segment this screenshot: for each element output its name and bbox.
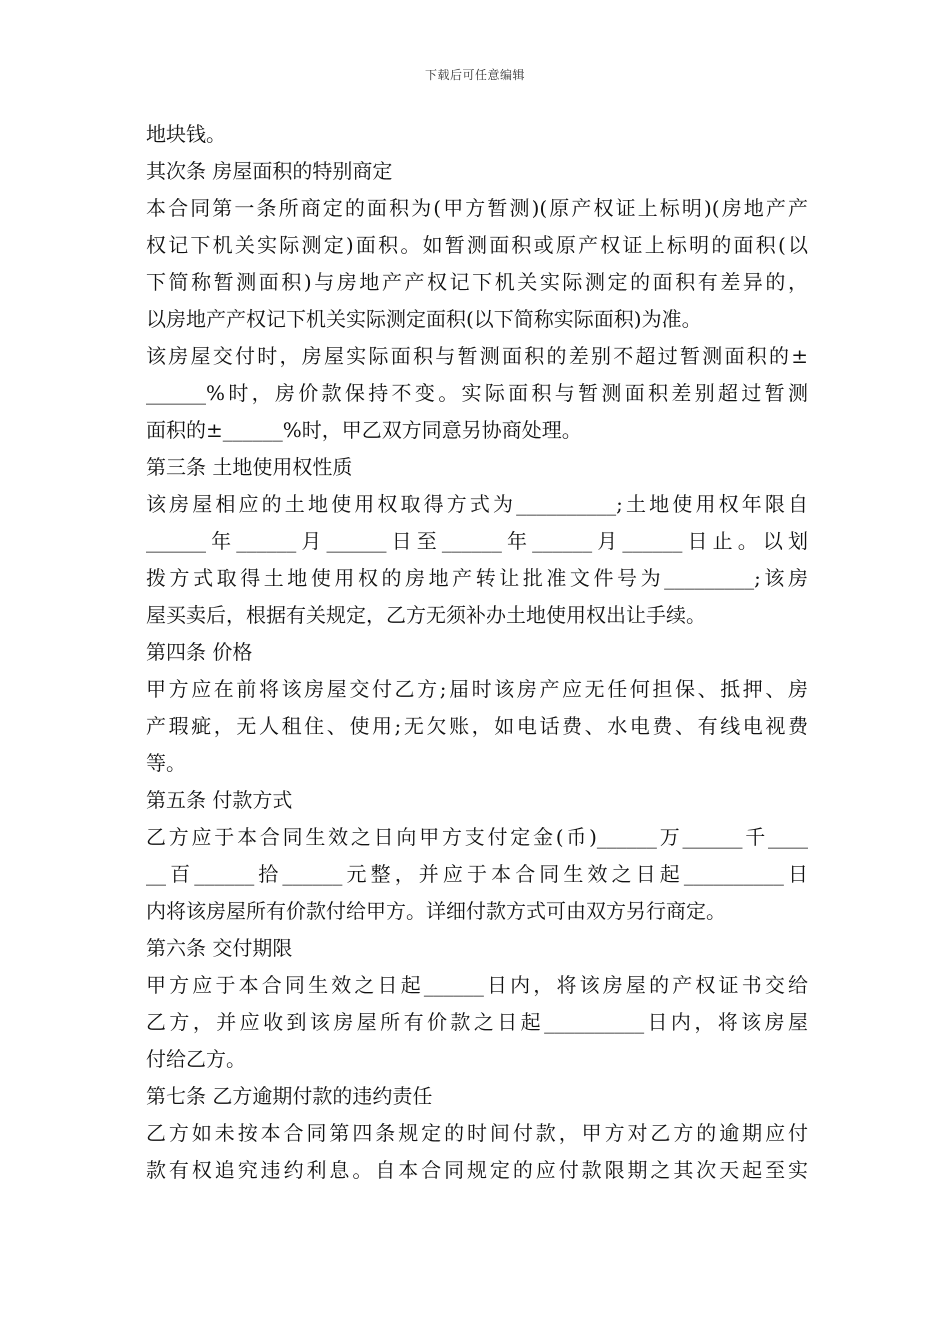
text-line: ______年______月______日至______年______月______日止。以划 xyxy=(146,529,808,553)
text-line: 该房屋相应的土地使用权取得方式为__________;土地使用权年限自 xyxy=(146,492,808,516)
text-line: 地块钱。 xyxy=(146,122,226,146)
text-line: 甲方应在前将该房屋交付乙方;届时该房产应无任何担保、抵押、房 xyxy=(146,677,808,701)
text-line: 以房地产产权记下机关实际测定面积(以下简称实际面积)为准。 xyxy=(146,307,702,331)
text-line: __百______拾______元整，并应于本合同生效之日起__________日 xyxy=(146,862,808,886)
text-line: ______%时，房价款保持不变。实际面积与暂测面积差别超过暂测 xyxy=(146,381,808,405)
section-heading: 第七条 乙方逾期付款的违约责任 xyxy=(146,1084,433,1108)
text-line: 本合同第一条所商定的面积为(甲方暂测)(原产权证上标明)(房地产产 xyxy=(146,196,808,220)
section-heading: 其次条 房屋面积的特别商定 xyxy=(146,159,393,183)
text-line: 乙方应于本合同生效之日向甲方支付定金(币)______万______千____ xyxy=(146,825,808,849)
text-line: 甲方应于本合同生效之日起______日内，将该房屋的产权证书交给 xyxy=(146,973,808,997)
section-heading: 第三条 土地使用权性质 xyxy=(146,455,353,479)
text-line: 内将该房屋所有价款付给甲方。详细付款方式可由双方另行商定。 xyxy=(146,899,726,923)
document-body xyxy=(146,116,808,1189)
text-line: 权记下机关实际测定)面积。如暂测面积或原产权证上标明的面积(以 xyxy=(146,233,808,257)
section-heading: 第四条 价格 xyxy=(146,640,253,664)
text-line: 乙方如未按本合同第四条规定的时间付款，甲方对乙方的逾期应付 xyxy=(146,1121,808,1145)
text-line: 款有权追究违约利息。自本合同规定的应付款限期之其次天起至实 xyxy=(146,1158,808,1182)
text-line: 乙方，并应收到该房屋所有价款之日起__________日内，将该房屋 xyxy=(146,1010,808,1034)
section-heading: 第六条 交付期限 xyxy=(146,936,293,960)
text-line: 产瑕疵，无人租住、使用;无欠账，如电话费、水电费、有线电视费 xyxy=(146,714,808,738)
text-line: 该房屋交付时，房屋实际面积与暂测面积的差别不超过暂测面积的± xyxy=(146,344,808,368)
text-line: 拨方式取得土地使用权的房地产转让批准文件号为_________;该房 xyxy=(146,566,808,590)
text-line: 付给乙方。 xyxy=(146,1047,246,1071)
text-line: 屋买卖后，根据有关规定，乙方无须补办土地使用权出让手续。 xyxy=(146,603,706,627)
text-line: 等。 xyxy=(146,751,186,775)
text-line: 面积的±______%时，甲乙双方同意另协商处理。 xyxy=(146,418,582,442)
section-heading: 第五条 付款方式 xyxy=(146,788,293,812)
page-header: 下载后可任意编辑 xyxy=(424,68,525,82)
text-line: 下简称暂测面积)与房地产产权记下机关实际测定的面积有差异的， xyxy=(146,270,808,294)
